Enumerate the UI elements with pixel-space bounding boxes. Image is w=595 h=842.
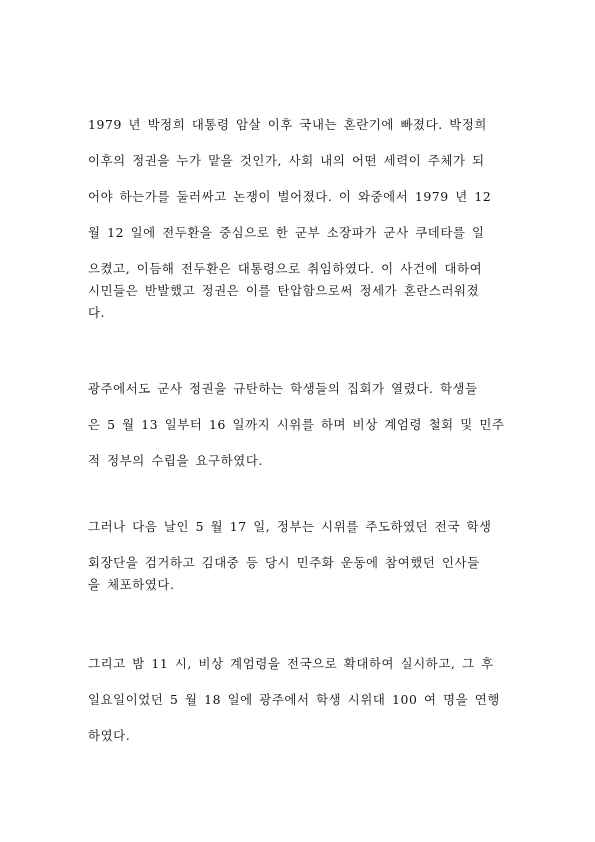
text-line: 일요일이었던 5 월 18 일에 광주에서 학생 시위대 100 여 명을 연행: [88, 692, 500, 707]
text-line: 이후의 정권을 누가 맡을 것인가, 사회 내의 어떤 세력이 주체가 되: [88, 153, 485, 168]
text-line: 하였다.: [88, 728, 131, 743]
text-line: 그러나 다음 날인 5 월 17 일, 정부는 시위를 주도하였던 전국 학생: [88, 519, 492, 534]
text-line: 다.: [88, 305, 106, 320]
text-line: 시민들은 반발했고 정권은 이를 탄압함으로써 정세가 혼란스러워졌: [88, 283, 480, 298]
text-line: 으켰고, 이듬해 전두환은 대통령으로 취임하였다. 이 사건에 대하여: [88, 261, 483, 276]
text-line: 회장단을 검거하고 김대중 등 당시 민주화 운동에 참여했던 인사들: [88, 555, 480, 570]
text-line: 을 체포하였다.: [88, 577, 175, 592]
text-line: 그리고 밤 11 시, 비상 계엄령을 전국으로 확대하여 실시하고, 그 후: [88, 656, 494, 671]
paragraph-coup-background: [88, 117, 524, 321]
text-line: 적 정부의 수립을 요구하였다.: [88, 453, 263, 468]
paragraph-gwangju-rally: [88, 381, 524, 469]
text-line: 월 12 일에 전두환을 중심으로 한 군부 소장파가 군사 쿠데타를 일: [88, 225, 485, 240]
text-line: 은 5 월 13 일부터 16 일까지 시위를 하며 비상 계엄령 철회 및 민주: [88, 417, 505, 432]
text-line: 광주에서도 군사 정권을 규탄하는 학생들의 집회가 열렸다. 학생들: [88, 381, 478, 396]
paragraph-may-17-arrests: [88, 519, 524, 593]
text-line: 1979 년 박정희 대통령 암살 이후 국내는 혼란기에 빠졌다. 박정희: [88, 117, 487, 132]
paragraph-martial-law-expansion: [88, 656, 524, 744]
text-line: 어야 하는가를 둘러싸고 논쟁이 벌어졌다. 이 와중에서 1979 년 12: [88, 189, 492, 204]
